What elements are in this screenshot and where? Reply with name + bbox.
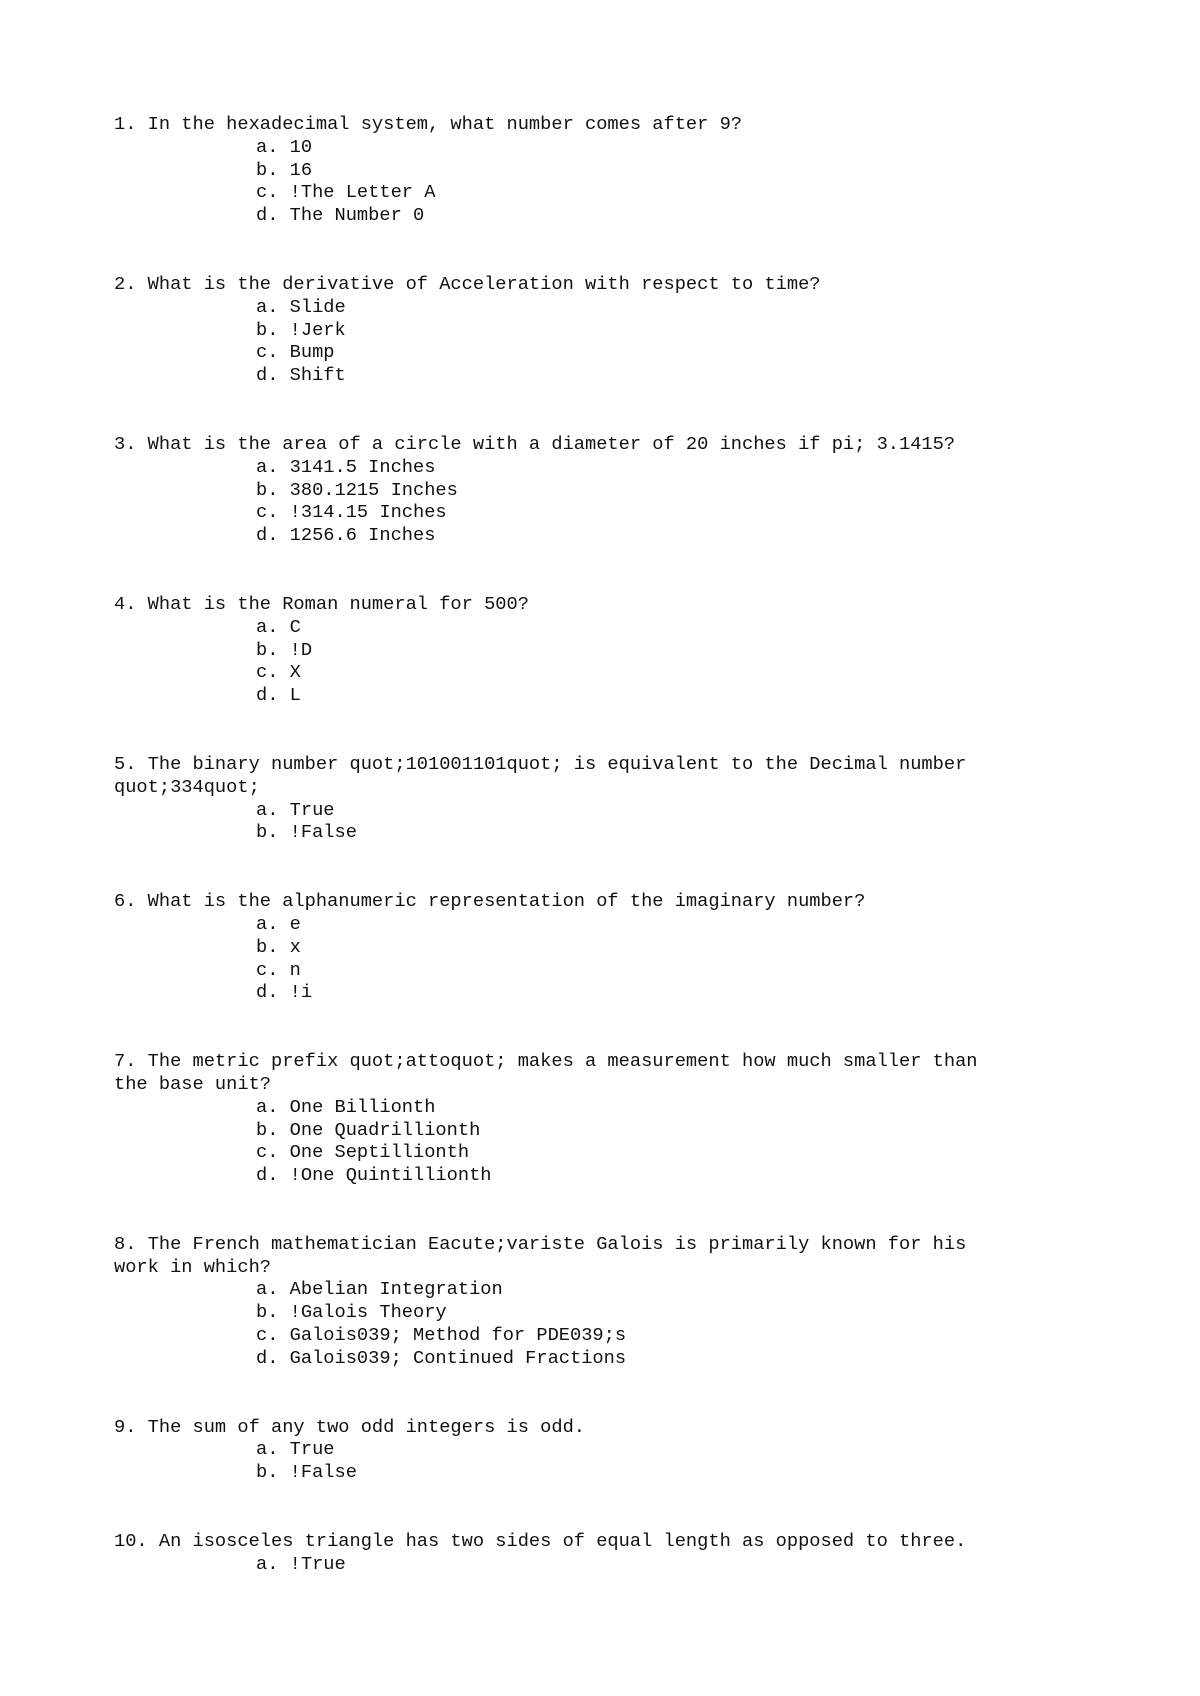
question-text: 6. What is the alphanumeric representation of the imaginary number? [114, 890, 866, 913]
question-text: 1. In the hexadecimal system, what number comes after 9? [114, 113, 743, 135]
answer-option: c. X [256, 661, 301, 684]
question-text: 5. The binary number quot;101001101quot; is equivalent to the Decimal number quot;334quot; [114, 752, 967, 798]
answer-option: c. Galois039; Method for PDE039;s [256, 1324, 627, 1347]
question-5 [114, 753, 1074, 844]
answer-option: a. Slide [256, 295, 346, 318]
answer-option: a. True [256, 1438, 335, 1461]
answer-option: b. 16 [256, 158, 313, 181]
question-3 [114, 433, 1074, 547]
answer-option: d. Galois039; Continued Fractions [256, 1346, 627, 1369]
answer-option: a. One Billionth [256, 1095, 436, 1118]
answer-option: d. 1256.6 Inches [256, 524, 436, 547]
quiz-question-list [114, 113, 1074, 1622]
answer-option: a. True [256, 798, 335, 821]
answer-option: c. Bump [256, 341, 335, 364]
answer-option: b. !Jerk [256, 318, 346, 341]
answer-option: d. The Number 0 [256, 204, 425, 227]
answer-option: b. !False [256, 821, 357, 844]
question-text: 3. What is the area of a circle with a diameter of 20 inches if pi; 3.1415? [114, 432, 956, 455]
answer-option: c. !314.15 Inches [256, 501, 447, 524]
answer-option: d. Shift [256, 364, 346, 387]
answer-option: b. x [256, 935, 301, 958]
question-1 [114, 113, 1074, 227]
question-8 [114, 1233, 1074, 1370]
question-text: 7. The metric prefix quot;attoquot; makes a measurement how much smaller than the base unit? [114, 1050, 978, 1095]
question-4 [114, 593, 1074, 707]
answer-option: b. !Galois Theory [256, 1301, 447, 1324]
question-2 [114, 273, 1074, 387]
answer-option: d. !i [256, 981, 313, 1004]
answer-option: c. n [256, 958, 301, 981]
answer-option: b. !D [256, 638, 313, 661]
question-7 [114, 1050, 1074, 1187]
answer-option: d. L [256, 684, 301, 707]
answer-option: a. !True [256, 1552, 346, 1575]
answer-option: b. !False [256, 1461, 357, 1484]
question-text: 4. What is the Roman numeral for 500? [114, 592, 529, 615]
question-text: 9. The sum of any two odd integers is odd. [114, 1415, 586, 1438]
answer-option: c. One Septillionth [256, 1141, 470, 1164]
answer-option: d. !One Quintillionth [256, 1164, 492, 1187]
answer-option: b. 380.1215 Inches [256, 478, 458, 501]
answer-option: a. 10 [256, 135, 313, 158]
answer-option: a. 3141.5 Inches [256, 455, 436, 478]
question-text: 10. An isosceles triangle has two sides of equal length as opposed to three. [114, 1530, 967, 1553]
answer-option: c. !The Letter A [256, 181, 436, 204]
answer-option: a. C [256, 615, 301, 638]
question-text: 2. What is the derivative of Acceleration with respect to time? [114, 272, 821, 295]
question-text: 8. The French mathematician Eacute;variste Galois is primarily known for his work in which? [114, 1232, 967, 1278]
question-9 [114, 1416, 1074, 1484]
answer-option: b. One Quadrillionth [256, 1118, 481, 1141]
answer-option: a. e [256, 912, 301, 935]
question-10 [114, 1530, 1074, 1576]
answer-option: a. Abelian Integration [256, 1278, 503, 1301]
question-6 [114, 890, 1074, 1004]
